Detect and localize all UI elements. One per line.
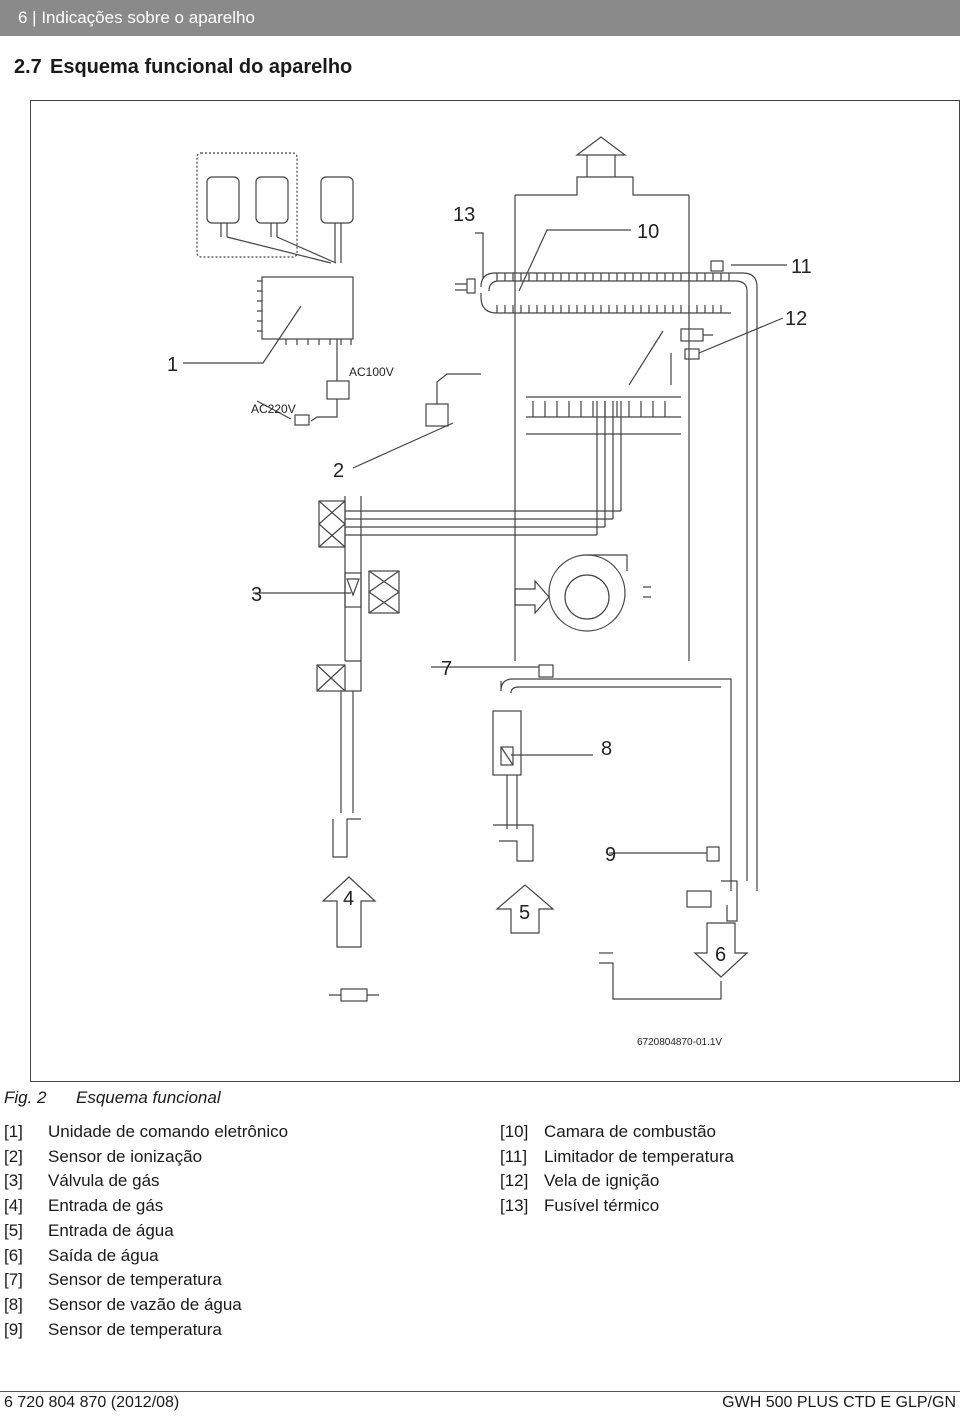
label-8: 8 bbox=[601, 738, 613, 760]
gas-valve-coils-lower bbox=[369, 571, 399, 613]
legend-item: [3] Válvula de gás bbox=[4, 1171, 160, 1191]
chapter-title: 6 | Indicações sobre o aparelho bbox=[18, 8, 255, 27]
ignition-body bbox=[681, 329, 703, 341]
legend-item: [13] Fusível térmico bbox=[500, 1196, 660, 1216]
figure-caption-text: Esquema funcional bbox=[76, 1088, 221, 1107]
temp-sensor-7 bbox=[539, 665, 553, 677]
sensor-box-c bbox=[321, 177, 353, 223]
section-heading bbox=[14, 56, 352, 79]
figure-label: Fig. 2 bbox=[4, 1088, 47, 1107]
footer-divider bbox=[0, 1391, 960, 1392]
outlet-valve bbox=[687, 891, 711, 907]
section-title: Esquema funcional do aparelho bbox=[50, 56, 353, 78]
section-number: 2.7 bbox=[14, 56, 42, 78]
label-1: 1 bbox=[167, 354, 179, 376]
bottom-resistor bbox=[341, 989, 367, 1001]
legend-item: [4] Entrada de gás bbox=[4, 1196, 164, 1216]
label-10: 10 bbox=[637, 221, 660, 243]
label-6: 6 bbox=[715, 944, 727, 966]
functional-diagram-figure bbox=[30, 100, 960, 1082]
label-5: 5 bbox=[519, 902, 531, 924]
legend-item: [11] Limitador de temperatura bbox=[500, 1146, 734, 1166]
thermal-fuse-body bbox=[467, 279, 475, 293]
fan-inner bbox=[565, 575, 609, 619]
footer-model: GWH 500 PLUS CTD E GLP/GN bbox=[722, 1394, 956, 1411]
figure-code: 6720804870-01.1V bbox=[637, 1037, 723, 1048]
temp-sensor-9 bbox=[707, 847, 719, 861]
label-ac100: AC100V bbox=[349, 365, 394, 379]
ac100-box bbox=[327, 381, 349, 399]
ignition-electrode bbox=[685, 349, 699, 359]
label-4: 4 bbox=[343, 888, 355, 910]
legend-item: [6] Saída de água bbox=[4, 1245, 159, 1265]
legend-item: [7] Sensor de temperatura bbox=[4, 1270, 222, 1290]
sensor-box-b bbox=[256, 177, 288, 223]
functional-diagram bbox=[31, 101, 959, 1081]
legend-item: [5] Entrada de água bbox=[4, 1220, 174, 1240]
legend-item: [1] Unidade de comando eletrônico bbox=[4, 1122, 289, 1141]
gas-valve-coils-upper bbox=[319, 501, 345, 547]
legend-right bbox=[500, 1120, 734, 1219]
chapter-header-bar bbox=[0, 0, 960, 36]
temp-limiter-body bbox=[711, 261, 723, 271]
label-ac220: AC220V bbox=[251, 402, 296, 416]
control-unit-box bbox=[262, 277, 353, 339]
label-11: 11 bbox=[791, 256, 812, 278]
label-2: 2 bbox=[333, 460, 345, 482]
ac220-plug bbox=[295, 415, 309, 425]
legend-item: [2] Sensor de ionização bbox=[4, 1146, 203, 1166]
label-9: 9 bbox=[605, 844, 617, 866]
legend-item: [10] Camara de combustão bbox=[500, 1122, 716, 1141]
label-13: 13 bbox=[453, 204, 476, 226]
legend-item: [9] Sensor de temperatura bbox=[4, 1319, 222, 1339]
gas-valve-body bbox=[345, 573, 361, 607]
label-3: 3 bbox=[251, 584, 263, 606]
legend-item: [8] Sensor de vazão de água bbox=[4, 1294, 242, 1314]
legend-left bbox=[4, 1120, 288, 1342]
legend-item: [12] Vela de ignição bbox=[500, 1171, 660, 1191]
ionization-box bbox=[426, 404, 448, 426]
label-12: 12 bbox=[785, 308, 808, 330]
label-7: 7 bbox=[441, 658, 453, 680]
figure-caption bbox=[4, 1088, 221, 1108]
footer-doc-number: 6 720 804 870 (2012/08) bbox=[4, 1394, 180, 1411]
sensor-box-a bbox=[207, 177, 239, 223]
